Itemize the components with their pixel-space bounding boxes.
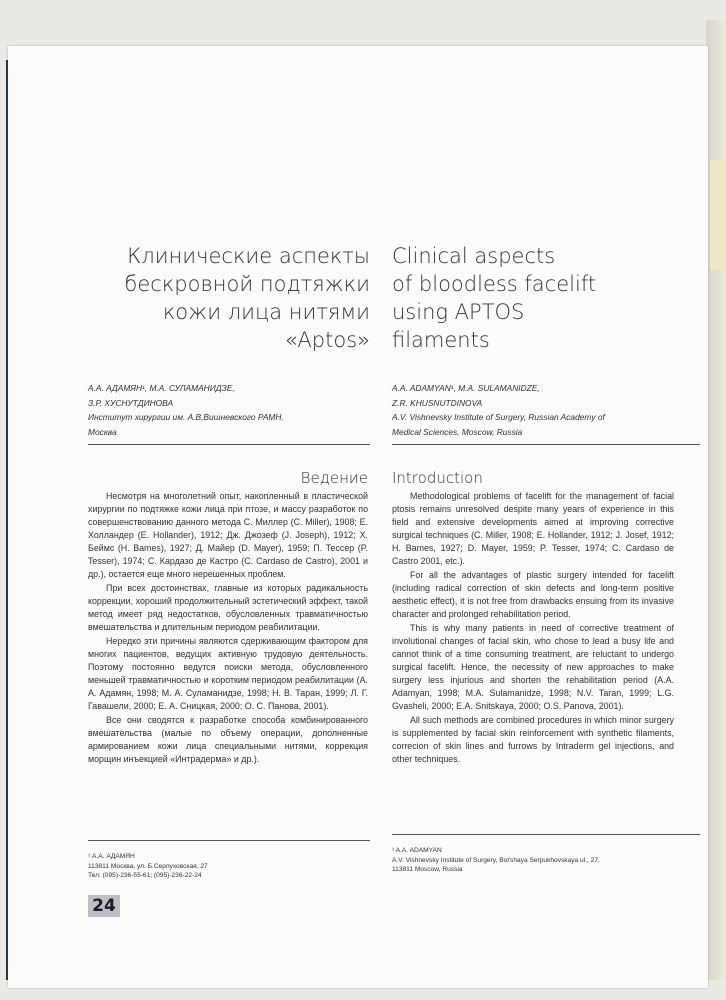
page-number: 24 <box>88 895 120 917</box>
paragraph: For all the advantages of plastic surgery intended for facelift (including radical correction of skin defects and long-term positive aesthetic effect), it is not free from drawbacks ensuing from its invasive character and prolonged rehabilitation period. <box>392 570 674 619</box>
body-russian <box>88 490 368 767</box>
affiliation-ru-line: Москва <box>88 426 117 437</box>
authors-en-line: Z.R. KHUSNUTDINOVA <box>392 397 483 408</box>
paragraph: All such methods are combined procedures in which minor surgery is supplemented by facial skin reinforcement with synthetic filaments, correcion of skin lines and furrows by Intraderm gel injections, and other techniques. <box>392 715 674 764</box>
authors-ru-line: А.А. АДАМЯН¹, М.А. СУЛАМАНИДЗЕ, <box>88 383 235 393</box>
body-english <box>392 490 674 767</box>
affiliation-ru-line: Институт хирургии им. А.В.Вишневского РАМН, <box>88 412 284 422</box>
title-english <box>392 242 692 354</box>
paragraph: Все они сводятся к разработке способа комбинированного вмешательства (малые по объему операции, дополненные армированием кожи лица специальными нитями, коррекция морщин инъекцией «Интрадерма» и др.). <box>88 715 368 764</box>
footnote-en-line: ¹ A.A. ADAMYAN <box>392 847 442 854</box>
title-en-line: filaments <box>392 328 490 352</box>
footnote-ru-line: ¹ А.А. АДАМЯН <box>88 853 135 860</box>
title-ru-line: бескровной подтяжки <box>124 272 370 296</box>
footnote-en-line: 113811 Moscow, Russia <box>392 866 463 873</box>
paragraph: This is why many patients in need of corrective treatment of involutional changes of facial skin, who chose to lead a busy life and cannot think of a time consuming treatment, are reluctant to undergo surgical facelift. Hence, the necessity of new approaches to make surgery less injurious and shorten the rehabilitation period (A.A. Adamyan, 1998; M.A. Sulamanidze, 1998; N.V. Taran, 1999; L.G. Gvasheli, 2000; E.A. Snitskaya, 2000; O.S. Panova, 2001). <box>392 623 674 711</box>
paragraph: Несмотря на многолетний опыт, накопленный в пластической хирургии по подтяжке кожи лица при птозе, и массу разработок по совершенствованию данного метода С. Миллер (C. Miller), 1908; Е. Холландер (E. Hollander), 1912; Дж. Джозеф (J. Joseph), 1912; Х. Беймс (H. Bames), 1927; Д. Майер (D. Mayer), 1959; П. Тессер (P. Tesser), 1974; С. Кардазо де Кастро (C. Cardaso de Castro), 2001 и др.), остается еще много нерешенных проблем. <box>88 491 368 579</box>
page-tab-marker <box>710 160 726 270</box>
section-heading-ru: Ведение <box>300 469 368 487</box>
title-en-line: using APTOS <box>392 300 525 324</box>
authors-english <box>392 381 692 439</box>
divider-en-footnote <box>392 834 700 835</box>
footnote-ru-line: Тел: (095)-236-55-61; (095)-236-22-24 <box>88 872 202 879</box>
affiliation-en-line: A.V. Vishnevsky Institute of Surgery, Russian Academy of <box>392 412 605 422</box>
title-ru-line: кожи лица нитями <box>162 300 370 324</box>
divider-ru-authors <box>88 444 370 445</box>
footnote-russian <box>88 852 358 881</box>
title-en-line: Clinical aspects <box>392 244 556 268</box>
title-ru-line: Клинические аспекты <box>127 244 370 268</box>
paragraph: При всех достоинствах, главные из которых радикальность коррекции, хороший продолжительный эстетический эффект, такой метод имеет ряд недостатков, обусловленных травматичностью вмешательства и длительным периодом реабилитации. <box>88 583 368 632</box>
authors-en-line: A.A. ADAMYAN¹, M.A. SULAMANIDZE, <box>392 383 540 393</box>
paragraph: Methodological problems of facelift for the management of facial ptosis remains unresolved despite many years of experience in this field and extensive developments aimed at improving corrective surgical techniques (C. Miller, 1908; E. Hollander, 1912; J. Josef, 1912; H. Bames, 1927; D. Mayer, 1959; P. Tesser, 1974; C. Cardaso de Castro 2001, etc.). <box>392 491 674 566</box>
authors-ru-line: З.Р. ХУСНУТДИНОВА <box>88 397 174 408</box>
section-heading-en: Introduction <box>392 469 483 487</box>
divider-en-authors <box>392 444 700 445</box>
title-russian <box>120 242 370 354</box>
divider-ru-footnote <box>88 840 370 841</box>
footnote-english <box>392 846 692 875</box>
authors-russian <box>88 381 373 439</box>
footnote-ru-line: 113811 Москва, ул. Б.Серпуховская, 27 <box>88 862 208 870</box>
paragraph: Нередко эти причины являются сдерживающим фактором для многих пациентов, ведущих активную трудовую деятельность. Поэтому постоянно ведутся поиски метода, обусловленного меньшей травматичностью и коротким периодом реабилитации (А. А. Адамян, 1998; М. А. Суламанидзе, 1998; Н. В. Таран, 1999; Л. Г. Гавашели, 2000; Е. А. Сницкая, 2000; О. С. Панова, 2001). <box>88 636 368 711</box>
title-en-line: of bloodless facelift <box>392 272 597 296</box>
footnote-en-line: A.V. Vishnevsky Institute of Surgery, Bol'shaya Serpukhovskaya ul., 27, <box>392 856 600 864</box>
title-ru-line: «Aptos» <box>284 328 370 352</box>
affiliation-en-line: Medical Sciences, Moscow, Russia <box>392 426 523 437</box>
